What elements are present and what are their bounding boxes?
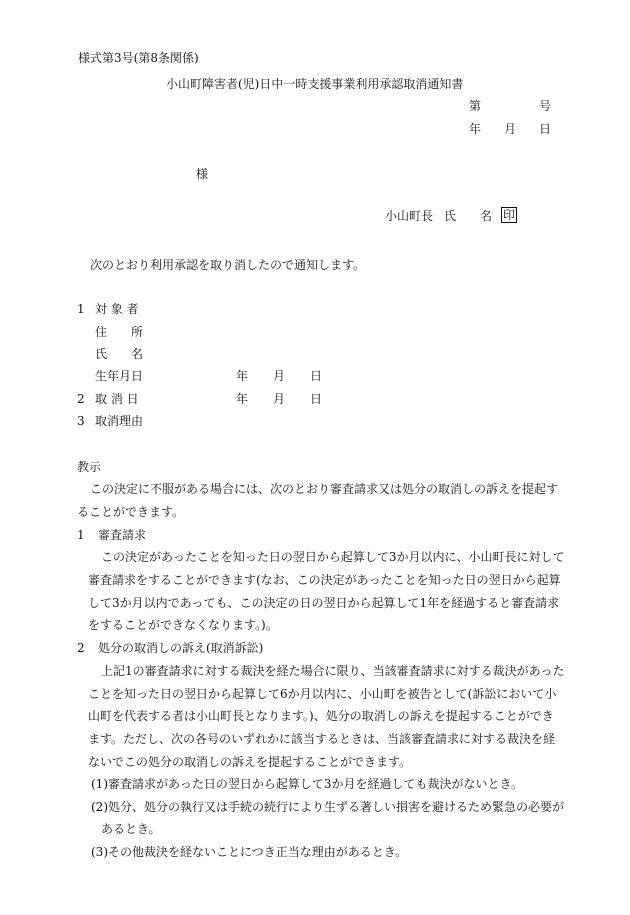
section2-line2: ことを知った日の翌日から起算して6か月以内に、小山町を被告として(訴訟において小 bbox=[88, 687, 557, 701]
issuer-name-label-2: 名 bbox=[480, 209, 493, 223]
section1-line3: して3か月以内であっても、この決定の日の翌日から起算して1年を経過すると審査請求 bbox=[88, 596, 560, 610]
recipient-honorific: 様 bbox=[196, 167, 209, 181]
section2-title: 処分の取消しの訴え(取消訴訟) bbox=[98, 641, 264, 655]
section2-number: 2 bbox=[77, 641, 85, 655]
dob-month-label: 月 bbox=[273, 369, 286, 383]
notice-intro-line2: ることができます。 bbox=[77, 505, 185, 519]
dob-year-label: 年 bbox=[236, 369, 249, 383]
section2-line4: ます。ただし、次の各号のいずれかに該当するときは、当該審査請求に対する裁決を経 bbox=[88, 732, 556, 746]
date-day-label: 日 bbox=[539, 122, 552, 136]
section1-number: 1 bbox=[77, 528, 85, 542]
condition2-line2: あるとき。 bbox=[101, 822, 161, 836]
section1-line2: 審査請求をすることができます(なお、この決定があったことを知った日の翌日から起算 bbox=[88, 573, 561, 587]
section1-title: 審査請求 bbox=[98, 528, 147, 542]
condition1: (1)審査請求があった日の翌日から起算して3か月を経過しても裁決がないとき。 bbox=[91, 777, 524, 791]
section2-line3: 山町を代表する者は小山町長となります。)、処分の取消しの訴えを提起することができ bbox=[88, 709, 554, 723]
condition2-line1: (2)処分、処分の執行又は手続の続行により生ずる著しい損害を避けるため緊急の必要が bbox=[91, 800, 565, 814]
date-year-label: 年 bbox=[469, 122, 482, 136]
dob-day-label: 日 bbox=[310, 369, 323, 383]
notice-intro-line1: この決定に不服がある場合には、次のとおり審査請求又は処分の取消しの訴えを提起す bbox=[90, 482, 559, 496]
issuer-title: 小山町長 bbox=[385, 209, 434, 223]
form-label: 様式第3号(第8条関係) bbox=[78, 51, 199, 65]
number-suffix: 号 bbox=[539, 99, 552, 113]
dob-label: 生年月日 bbox=[95, 369, 144, 383]
item1-label: 対 象 者 bbox=[95, 302, 139, 316]
date-month-label: 月 bbox=[504, 122, 517, 136]
notice-heading: 教示 bbox=[77, 460, 102, 474]
section2-line5: ないでこの処分の取消しの訴えを提起することができます。 bbox=[88, 755, 412, 769]
section1-line4: をすることができなくなります。)。 bbox=[88, 618, 278, 632]
item3-label: 取消理由 bbox=[95, 414, 144, 428]
item2-number: 2 bbox=[77, 392, 85, 406]
name-label: 氏 名 bbox=[95, 347, 144, 361]
issuer-name-label-1: 氏 bbox=[444, 209, 457, 223]
cancel-month-label: 月 bbox=[273, 392, 286, 406]
item1-number: 1 bbox=[77, 302, 85, 316]
cancel-day-label: 日 bbox=[310, 392, 323, 406]
item3-number: 3 bbox=[77, 414, 85, 428]
condition3: (3)その他裁決を経ないことにつき正当な理由があるとき。 bbox=[91, 845, 408, 859]
section2-line1: 上記1の審査請求に対する裁決を経た場合に限り、当該審査請求に対する裁決があった bbox=[101, 664, 565, 678]
section1-line1: この決定があったことを知った日の翌日から起算して3か月以内に、小山町長に対して bbox=[101, 550, 565, 564]
intro-text: 次のとおり利用承認を取り消したので通知します。 bbox=[90, 258, 366, 272]
document-title: 小山町障害者(児)日中一時支援事業利用承認取消通知書 bbox=[166, 77, 464, 91]
seal-mark bbox=[501, 207, 517, 223]
number-label: 第 bbox=[469, 99, 482, 113]
seal-text: 印 bbox=[503, 208, 516, 222]
item2-label: 取 消 日 bbox=[95, 392, 139, 406]
cancel-year-label: 年 bbox=[236, 392, 249, 406]
address-label: 住 所 bbox=[95, 325, 144, 339]
